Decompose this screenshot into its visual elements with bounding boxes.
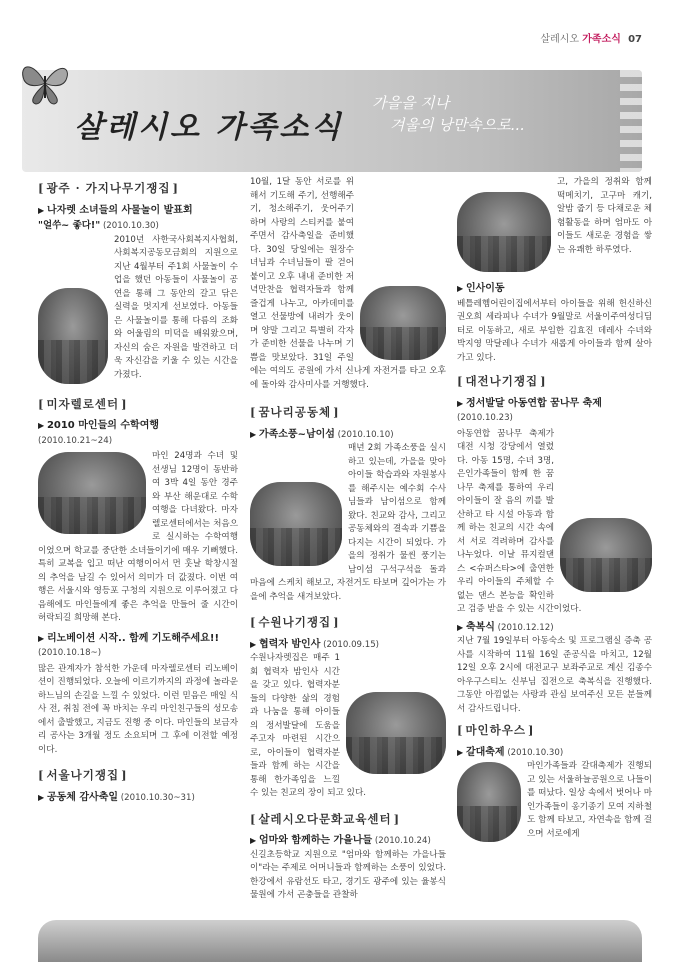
- column-3: [457, 176, 652, 846]
- section-name: 가족소식: [582, 34, 621, 45]
- column-1: [38, 176, 238, 805]
- photo-dream-festival: [560, 518, 652, 592]
- article-date-autumn-outing: (2010.10.24): [374, 836, 431, 846]
- footer-photo-strip: [38, 920, 642, 962]
- article-heading-row: [457, 621, 652, 636]
- article-title-blessing: ▶ 축복식: [457, 622, 495, 633]
- article-date-night-greeting: (2010.09.15): [323, 639, 380, 650]
- section-heading-daejeon: [ 대전나기쟁집 ]: [457, 375, 652, 389]
- page-number: 07: [628, 34, 642, 45]
- article-date-reed-festival: (2010.10.30): [507, 747, 564, 758]
- photo-night-greeting: [346, 692, 446, 774]
- photo-reed-festival: [457, 762, 521, 842]
- article-title-samulnori: ▶ 나자렛 소녀들의 사물놀이 발표회: [38, 204, 238, 218]
- title-banner: [22, 70, 642, 172]
- article-body-blessing: 지난 7월 19일부터 아동숙소 및 프로그램실 증축 공사를 시작하여 11월 16일 준공식을 마치고, 12월 12일 오후 2시에 대전교구 보좌주교로 계신 김종수 아우구스티노 신부님 집전으로 축복식을 진행했다. 그동안 아낌없는 사랑과 관심 보여주신 모든 분들께서 감사드립니다.: [457, 636, 652, 714]
- banner-subtitle-line-1: 가을을 지나: [372, 94, 450, 112]
- publisher-name: 살레시오: [540, 34, 580, 45]
- article-title-dream-festival: ▶ 정서발달 아동연합 꿈나무 축제: [457, 397, 652, 411]
- article-date-nami-island: (2010.10.10): [337, 429, 394, 440]
- article-date-blessing: (2010.12.12): [497, 622, 554, 633]
- article-title-thanksgiving: ▶ 공동체 감사축일: [38, 792, 118, 803]
- article-body-autumn-outing-cont: 고, 가을의 정취와 함께 떡메치기, 고구마 캐기, 알밤 줍기 등 다채로운 체험활동을 하며 엄마도 아이들도 새로운 경험을 쌓는 유쾌한 하루였다.: [557, 177, 652, 255]
- photo-thanksgiving: [360, 286, 446, 360]
- article-date-samulnori: (2010.10.30): [102, 221, 159, 231]
- photo-school-trip: [38, 452, 146, 534]
- article-date-school-trip: (2010.10.21~24): [38, 435, 113, 446]
- article-title-night-greeting: ▶ 협력자 밤인사: [250, 639, 320, 650]
- section-heading-gwangju: [ 광주 · 가지나무기쟁집 ]: [38, 182, 238, 196]
- article-title-school-trip: ▶ 2010 마인들의 수학여행: [38, 419, 238, 433]
- butterfly-icon: [18, 58, 72, 108]
- article-heading-row: [250, 428, 446, 443]
- running-header: [540, 30, 642, 45]
- article-body-autumn-outing: 신길초등학교 지원으로 "엄마와 함께하는 가을나들이"라는 주제로 어머니들과 함께하는 소풍이 있었다. 한강에서 유람선도 타고, 경기도 광주에 있는 율봉식물원에 가서 곤충들을 관찰하: [250, 849, 446, 900]
- article-body-samulnori: 2010년 사한국사회복지사협회, 사회복지공동모금회의 지원으로 지난 4월부터 주1회 사물놀이 수업을 했던 아동들이 사물놀이 공연을 통해 그 동안의 갈고 닦은 실력을 멋지게 선보였다. 아동들은 사물놀이를 통해 다름의 조화와 어울림의 미덕을 배워왔으며, 자신의 숨은 자원을 발견하고 더욱 자신감을 키울 수 있는 시간을 가졌다.: [114, 234, 238, 380]
- article-subtitle-samulnori: "얼쑤~ 좋다!": [38, 220, 101, 231]
- article-body-night-greeting: 수원나자렛집은 매주 1회 협력자 밤인사 시간을 갖고 있다. 협력자분들의 다양한 삶의 경험과 나눔을 통해 아이들의 정서발달에 도움을 주고자 마련된 시간으로, 아이들이 협력자분들과 함께 하는 시간을 통해 한가족임을 느낄 수 있는 친교의 장이 되고 있다.: [250, 653, 367, 798]
- article-title-renovation: ▶ 리노베이션 시작.. 함께 기도해주세요!!: [38, 632, 238, 646]
- banner-subtitle-line-2: 겨울의 낭만속으로...: [390, 116, 525, 134]
- article-title-autumn-outing: ▶ 엄마와 함께하는 가을나들: [250, 835, 372, 846]
- article-body-nami-island: 매년 2회 가족소풍을 실시하고 있는데, 가을을 맞아 아이들 학습과와 자원봉사를 해주시는 예수회 수사님들과 남이섬으로 함께 왔다. 친교와 감사, 그리고 공동체와의 결속과 기쁨을 다지는 시간이 되었다. 가을의 정취가 물씬 풍기는 남이섬 구석구석을 돌과 마음에 스케치 해보고, 자전거도 타보며 깊어가는 가을에 추억을 새겨보았다.: [250, 443, 446, 602]
- banner-edge-decoration: [620, 70, 642, 172]
- photo-nami-island: [250, 482, 342, 566]
- article-heading-row: [457, 746, 652, 761]
- article-subtitle-line: [38, 219, 238, 234]
- article-title-personnel: ▶ 인사이동: [457, 282, 652, 296]
- article-heading-row: [38, 791, 238, 806]
- article-date-renovation: (2010.10.18~): [38, 648, 102, 658]
- section-heading-mazzarello: [ 미자렐로센터 ]: [38, 398, 238, 412]
- article-title-reed-festival: ▶ 갈대축제: [457, 747, 505, 758]
- photo-autumn-outing: [457, 192, 551, 272]
- article-body-renovation: 많은 관계자가 참석한 가운데 마자렐로센터 리노베이션이 진행되었다. 오늘에 이르기까지의 과정에 놀라운 하느님의 손길을 느낄 수 있었다. 이런 믿음은 매일 식사 전, 취침 전에 꼭 바치는 우리 마인친구들의 성모송에서 출발했고, 지금도 진행 중 이다. 마인들의 보금자리 공사는 3개월 정도 소요되며 그 후에 이전할 예정이다.: [38, 663, 238, 755]
- article-date-thanksgiving: (2010.10.30~31): [120, 792, 195, 803]
- photo-samulnori: [38, 288, 108, 384]
- article-heading-row: [250, 834, 446, 849]
- banner-title: 살레시오 가족소식: [74, 110, 344, 145]
- banner-subtitle: [372, 92, 525, 136]
- article-body-thanksgiving: 10월, 1달 동안 서로를 위해서 기도해 주기, 선행해주기, 청소해주기, 웃어주기 하며 사랑의 스티커를 붙여주면서 감사축일을 준비했다. 30일 당일에는 원장수녀님과 수녀님들이 팔 걷어붙이고 오후 내내 준비한 저녁만찬을 협력자들과 함께 즐겁게 나누고, 아카데미를 열고 선물방에 내려가 웃이며 양말 그리고 특별히 각자가 준비한 선물을 나누며 기쁨을 맛보았다. 31일 주일에는 여의도 공원에 가서 신나게 자전거를 타고 오후에 돌아와 감사미사를 거행했다.: [250, 177, 446, 390]
- article-body-dream-festival: 아동연합 꿈나무 축제가 대전 시청 강당에서 열렸다. 아동 15명, 수녀 3명, 은인가족들이 함께 한 꿈나무 축제를 통하여 우리 아이들이 잘 음의 끼를 발산하고 타 시설 아동과 함께 하는 친교의 시간 속에서 서로 격려하며 감사를 나누었다. 이날 뮤지컬댄스 <슈퍼스타>에 출연한 우리 아이들의 주체할 수 없는 댄스 본능을 확인하고 검증 받을 수 있는 시간이었다.: [457, 428, 582, 614]
- article-body-personnel: 베틀레헴어린이집에서부터 아이들을 위해 헌신하신 권오희 세라피나 수녀가 9월말로 서울이주여성디딤터로 이동하고, 새로 부임한 김효진 데레사 수녀와 박지영 막달레나 수녀가 새롭게 아이들과 함께 살아가고 있다.: [457, 298, 652, 363]
- article-heading-row: [250, 638, 446, 653]
- section-heading-kkumnari: [ 꿈나리공동체 ]: [250, 406, 446, 420]
- section-heading-seoul: [ 서울나기쟁집 ]: [38, 769, 238, 783]
- article-body-school-trip: 마인 24명과 수녀 및 선생님 12명이 동반하여 3박 4일 동안 경주와 부산 해운대로 수학여행을 다녀왔다. 마자렐로센터에서는 처음으로 실시하는 수학여행이었으며 학교를 중단한 소녀들이기에 매우 기뻐했다. 특히 교복을 입고 떠난 여행이어서 먼 훗날 학창시절의 추억을 남길 수 있어서 의미가 더 값졌다. 이번 여행은 서울시와 영등포 구청의 지원으로 이루어졌고 다음해에도 마인들에게 좋은 추억을 만들어 줄 시간이 허락되길 희망해 본다.: [38, 451, 238, 623]
- article-date-dream-festival: (2010.10.23): [457, 413, 513, 423]
- article-title-nami-island: ▶ 가족소풍~남이섬: [250, 429, 335, 440]
- section-heading-multicultural: [ 살레시오다문화교육센터 ]: [250, 813, 446, 827]
- column-2: [250, 176, 446, 907]
- article-body-reed-festival: 마인가족들과 갈대축제가 진행되고 있는 서울하늘공원으로 나들이를 떠났다. 일상 속에서 벗어나 마인가족들이 옹기종기 모여 지하철도 함께 타보고, 자연속을 함께 걸으며 서로에게: [527, 761, 652, 839]
- section-heading-suwon: [ 수원나기쟁집 ]: [250, 616, 446, 630]
- section-heading-mainhouse: [ 마인하우스 ]: [457, 724, 652, 738]
